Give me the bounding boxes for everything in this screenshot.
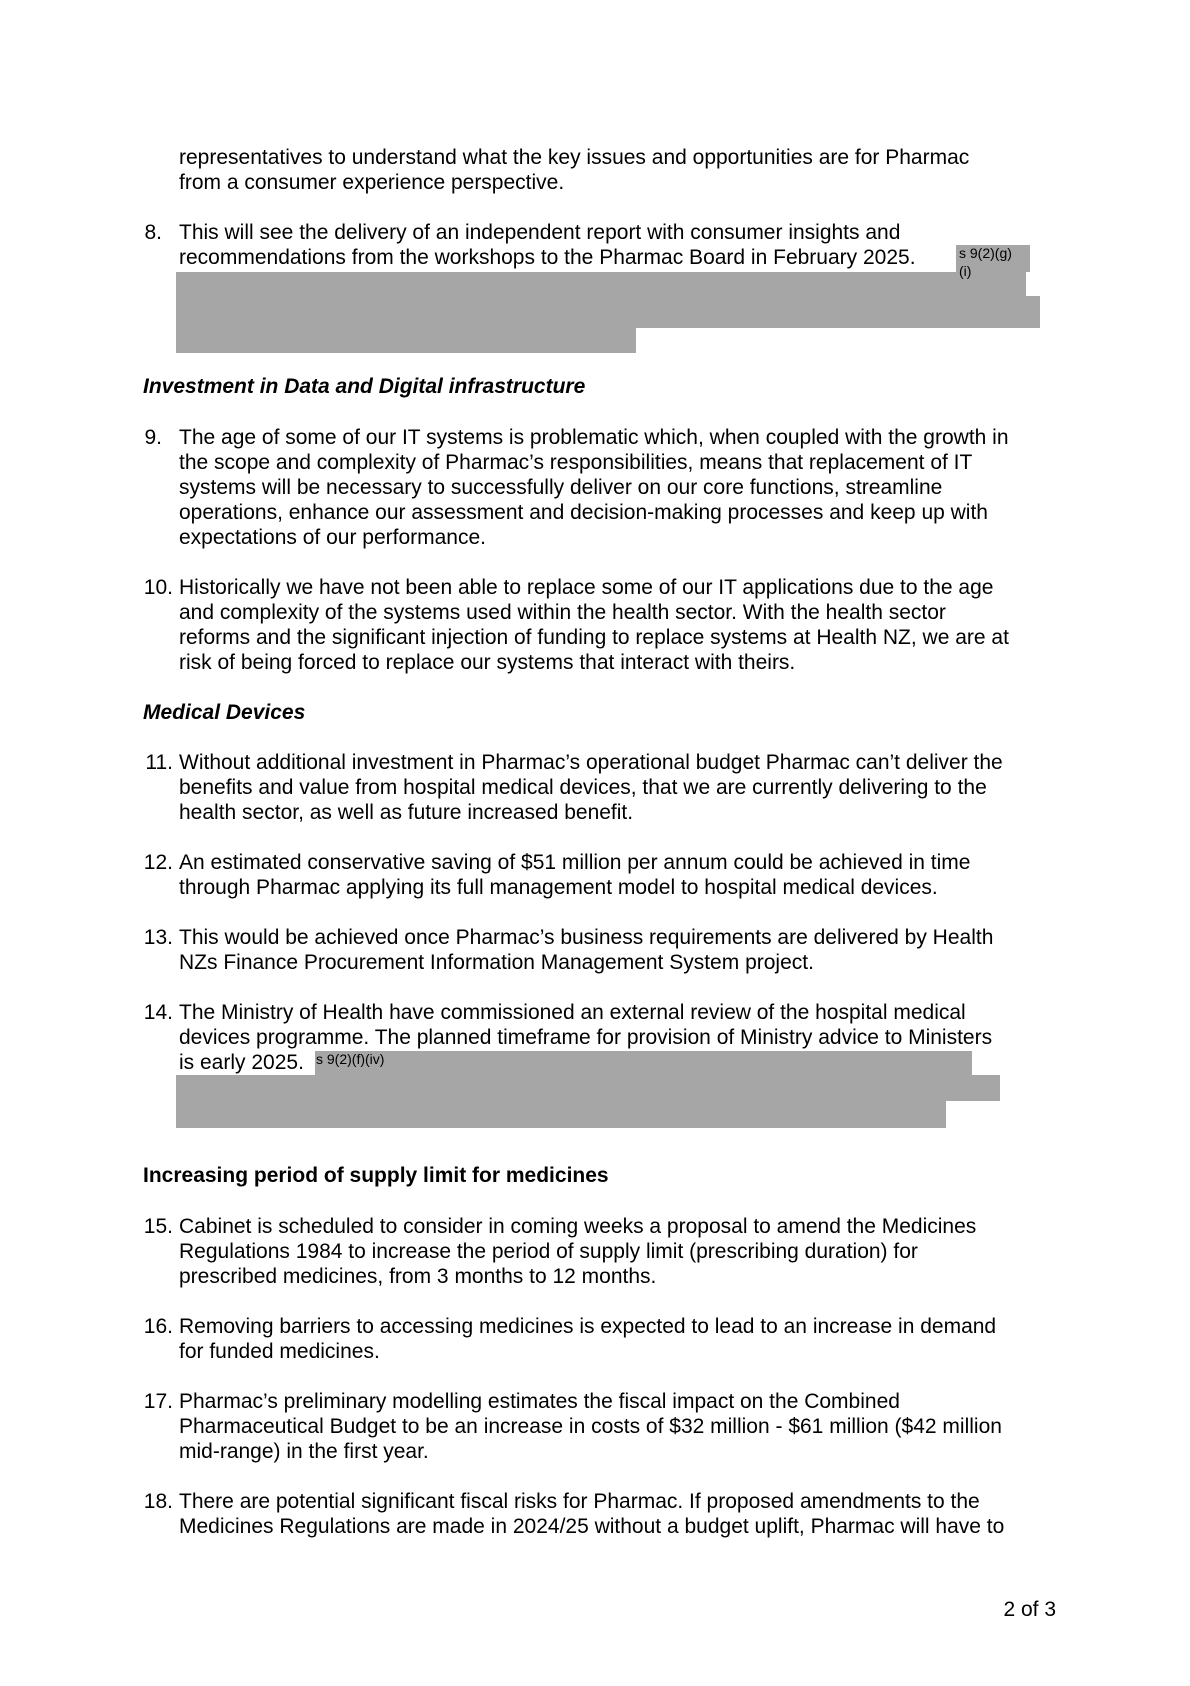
para-14-line-2: devices programme. The planned timeframe for provision of Ministry advice to Ministers: [179, 1026, 993, 1049]
para-14-line-3: is early 2025.: [179, 1051, 304, 1074]
section-heading-supply-limit: Increasing period of supply limit for medicines: [143, 1164, 609, 1187]
page-number: 2 of 3: [1003, 1598, 1056, 1621]
para-11-line-1: Without additional investment in Pharmac’s operational budget Pharmac can’t deliver the: [179, 751, 1003, 774]
redaction-block: [176, 328, 636, 353]
para-9-line-3: systems will be necessary to successfully deliver on our core functions, streamline: [179, 476, 943, 499]
redaction-code: s 9(2)(g): [959, 245, 1012, 261]
para-14-number: 14.: [143, 1001, 173, 1024]
para-9-line-5: expectations of our performance.: [179, 526, 487, 549]
para-12-number: 12.: [143, 851, 173, 874]
para-9-line-1: The age of some of our IT systems is problematic which, when coupled with the growth in: [179, 426, 1009, 449]
para-17-line-2: Pharmaceutical Budget to be an increase in costs of $32 million - $61 million ($42 million: [179, 1415, 1002, 1438]
para-10-line-3: reforms and the significant injection of funding to replace systems at Health NZ, we are at: [179, 626, 1009, 649]
para-8-line-2: recommendations from the workshops to the Pharmac Board in February 2025.: [179, 246, 916, 269]
para-18-number: 18.: [143, 1490, 173, 1513]
redaction-block: [176, 1101, 946, 1128]
para-13-number: 13.: [143, 926, 173, 949]
redaction-block: [176, 272, 1026, 296]
para-12-line-2: through Pharmac applying its full management model to hospital medical devices.: [179, 876, 938, 899]
section-heading-medical-devices: Medical Devices: [143, 701, 306, 724]
para-18-line-1: There are potential significant fiscal risks for Pharmac. If proposed amendments to the: [179, 1490, 980, 1513]
para-9-line-2: the scope and complexity of Pharmac’s responsibilities, means that replacement of IT: [179, 451, 973, 474]
para-15-line-3: prescribed medicines, from 3 months to 12 months.: [179, 1265, 657, 1288]
para-15-number: 15.: [143, 1215, 173, 1238]
para-17-number: 17.: [143, 1390, 173, 1413]
para-10-line-4: risk of being forced to replace our systems that interact with theirs.: [179, 651, 796, 674]
para-11-number: 11.: [145, 751, 173, 774]
para-11-line-2: benefits and value from hospital medical devices, that we are currently delivering to the: [179, 776, 987, 799]
para-9-number: 9.: [144, 426, 162, 449]
para-13-line-2: NZs Finance Procurement Information Management System project.: [179, 951, 814, 974]
intro-line-2: from a consumer experience perspective.: [179, 171, 565, 194]
redaction-block: [315, 1051, 972, 1075]
para-11-line-3: health sector, as well as future increased benefit.: [179, 801, 634, 824]
para-9-line-4: operations, enhance our assessment and decision-making processes and keep up with: [179, 501, 988, 524]
para-17-line-3: mid-range) in the first year.: [179, 1440, 429, 1463]
para-15-line-1: Cabinet is scheduled to consider in coming weeks a proposal to amend the Medicines: [179, 1215, 977, 1238]
para-17-line-1: Pharmac’s preliminary modelling estimates the fiscal impact on the Combined: [179, 1390, 900, 1413]
para-13-line-1: This would be achieved once Pharmac’s business requirements are delivered by Health: [179, 926, 994, 949]
redaction-block: [176, 296, 1040, 328]
redaction-block: [176, 1075, 1000, 1101]
redaction-code: s 9(2)(f)(iv): [316, 1051, 385, 1067]
para-12-line-1: An estimated conservative saving of $51 million per annum could be achieved in time: [179, 851, 971, 874]
para-14-line-1: The Ministry of Health have commissioned an external review of the hospital medical: [179, 1001, 966, 1024]
para-16-number: 16.: [143, 1315, 173, 1338]
para-8-number: 8.: [144, 221, 162, 244]
para-10-number: 10.: [143, 576, 173, 599]
intro-line-1: representatives to understand what the key issues and opportunities are for Pharmac: [179, 146, 970, 169]
para-16-line-1: Removing barriers to accessing medicines is expected to lead to an increase in demand: [179, 1315, 997, 1338]
para-18-line-2: Medicines Regulations are made in 2024/25 without a budget uplift, Pharmac will have to: [179, 1515, 1005, 1538]
para-10-line-2: and complexity of the systems used within the health sector. With the health sector: [179, 601, 946, 624]
para-15-line-2: Regulations 1984 to increase the period of supply limit (prescribing duration) for: [179, 1240, 918, 1263]
para-16-line-2: for funded medicines.: [179, 1340, 380, 1363]
para-10-line-1: Historically we have not been able to replace some of our IT applications due to the age: [179, 576, 994, 599]
para-8-line-1: This will see the delivery of an independent report with consumer insights and: [179, 221, 901, 244]
section-heading-data-digital: Investment in Data and Digital infrastructure: [143, 375, 586, 398]
redaction-code: (i): [959, 263, 972, 279]
